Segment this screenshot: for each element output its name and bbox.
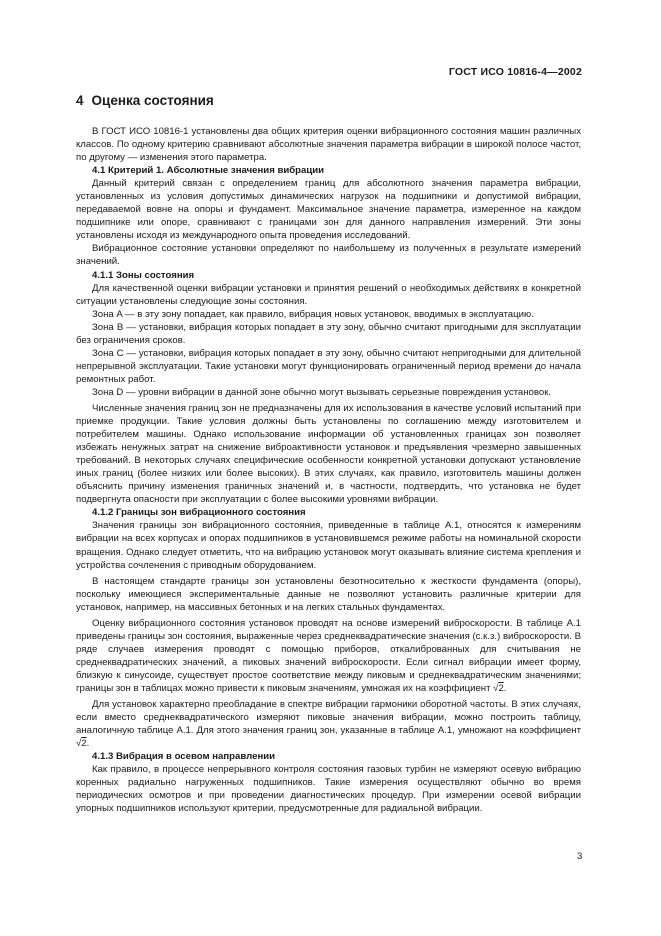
paragraph-intro: В ГОСТ ИСО 10816-1 установлены два общих критерия оценки вибрационного состояния машин различных классов. По одному критерию сравнивают абсолютные значения параметра вибрации в широкой полосе частот, по другому — изменения этого параметра. [76, 126, 581, 164]
sqrt-two-formula [493, 683, 506, 694]
section-number: 4 [76, 93, 84, 108]
section-title-text: Оценка состояния [91, 93, 214, 108]
paragraph-zones-intro: Для качественной оценки вибрации установки и принятия решений о необходимых действиях в конкретной ситуации установлены следующие зоны состояния. [76, 282, 581, 307]
sentence-end: . [503, 682, 507, 694]
subsection-heading-4-1-1: 4.1.1 Зоны состояния [92, 269, 195, 281]
sqrt-symbol: √ [76, 738, 82, 750]
body-text [76, 125, 581, 815]
sentence-end: . [86, 738, 90, 750]
paragraph-zone-a: Зона A — в эту зону попадает, как правило, вибрация новых установок, вводимых в эксплуатацию. [92, 308, 534, 320]
standard-designation: ГОСТ ИСО 10816-4—2002 [448, 66, 582, 78]
subsection-heading-4-1-3: 4.1.3 Вибрация в осевом направлении [92, 751, 276, 763]
sqrt-radicand: 2 [81, 738, 87, 750]
paragraph-zone-d: Зона D — уровни вибрации в данной зоне обычно могут вызывать серьезные повреждения установок. [92, 386, 552, 398]
paragraph-velocity-text: Оценку вибрационного состояния установок проводят на основе измерений виброскорости. В таблице А.1 приведены границы зон состояния, выраженные через среднеквадратические значения (с.к.з.) виброскорости. В ряде случаев измерения проводят с помощью приборов, откалиброванных для считывания не среднеквадратических значений, а пиковых значений виброскорости. Если сигнал вибрации имеет форму, близкую к синусоиде, существует простое соответствие между пиковым и среднеквадратическим значениями; границы зон в таблицах можно привести к пиковым значениям, умножая их на коэффициент [76, 617, 581, 694]
paragraph-zone-limits: Значения границы зон вибрационного состояния, приведенные в таблице А.1, относятся к измерениям вибрации на всех корпусах и опорах подшипников в установившемся режиме работы на номинальной скорости вращения. Однако следует отметить, что на вибрацию установок могут оказывать влияние система крепления и устройства сочленения с приводным оборудованием. [76, 520, 581, 571]
page-number: 3 [577, 851, 583, 862]
paragraph-harmonic-text: Для установок характерно преобладание в спектре вибрации гармоники оборотной частоты. В этих случаях, если вместо среднеквадратического измеряют пиковые значения вибрации, можно построить таблицу, аналогичную таблице А.1. Для этого значения границ зон, указанные в таблице А.1, умножают на коэффициент [76, 699, 581, 737]
paragraph-zone-c: Зона C — установки, вибрация которых попадает в эту зону, обычно считают непригодными для длительной непрерывной эксплуатации. Такие установки могут функционировать ограниченный период времени до начала ремонтных работ. [76, 347, 581, 385]
paragraph-axial-vibration: Как правило, в процессе непрерывного контроля состояния газовых турбин не измеряют осевую вибрацию коренных радиально нагруженных подшипников. Такие измерения осуществляют обычно во время периодических осмотров и при проведении диагностических процедур. При измерении осевой вибрации упорных подшипников используют критерии, предусмотренные для радиальной вибрации. [76, 764, 581, 815]
sqrt-radicand: 2 [498, 682, 504, 694]
paragraph-foundation: В настоящем стандарте границы зон установлены безотносительно к жесткости фундамента (опоры), поскольку имеющиеся экспериментальные данные не позволяют установить различные критерии для установок, например, на массивных бетонных и на легких стальных фундаментах. [76, 575, 581, 613]
paragraph-criterion-1: Данный критерий связан с определением границ для абсолютного значения параметра вибрации, установленных из условия допустимых динамических нагрузок на подшипники и допустимой вибрации, передаваемой вовне на опоры и фундамент. Максимальное значение параметра, измеренное на каждом подшипнике или опоре, сравнивают с границами зон для данного направления измерений. Эти зоны установлены исходя из международного опыта проведения исследований. [76, 178, 581, 242]
paragraph-zone-b: Зона B — установки, вибрация которых попадает в эту зону, обычно считают пригодными для эксплуатации без ограничения сроков. [76, 321, 581, 346]
sqrt-symbol: √ [493, 682, 499, 694]
section-heading [76, 93, 214, 108]
subsection-heading-4-1-2: 4.1.2 Границы зон вибрационного состояния [92, 507, 306, 519]
subsection-heading-4-1: 4.1 Критерий 1. Абсолютные значения вибрации [92, 165, 325, 177]
paragraph-harmonic [76, 698, 581, 750]
paragraph-zone-values: Численные значения границ зон не предназначены для их использования в качестве условий испытаний при приемке продукции. Такие условия должны быть установлены по соглашению между изготовителем и потребителем машины. Однако использование информации об установленных границах зон позволяет избежать ненужных затрат на снижение виброактивности установок и предъявления чрезмерно завышенных требований. В некоторых случаях специфические особенности конкретной установки допускают установление иных границ (более низких или более высоких). В этих случаях, как правило, изготовитель машины должен объяснить причину изменения граничных значений и, в частности, подтвердить, что установка не будет подвергнута опасности при эксплуатации с более высокими уровнями вибрации. [76, 402, 581, 506]
paragraph-velocity-assessment [76, 617, 581, 695]
paragraph-vibration-state: Вибрационное состояние установки определяют по наибольшему из полученных в результате измерений значений. [76, 243, 581, 268]
sqrt-two-formula [76, 738, 89, 749]
